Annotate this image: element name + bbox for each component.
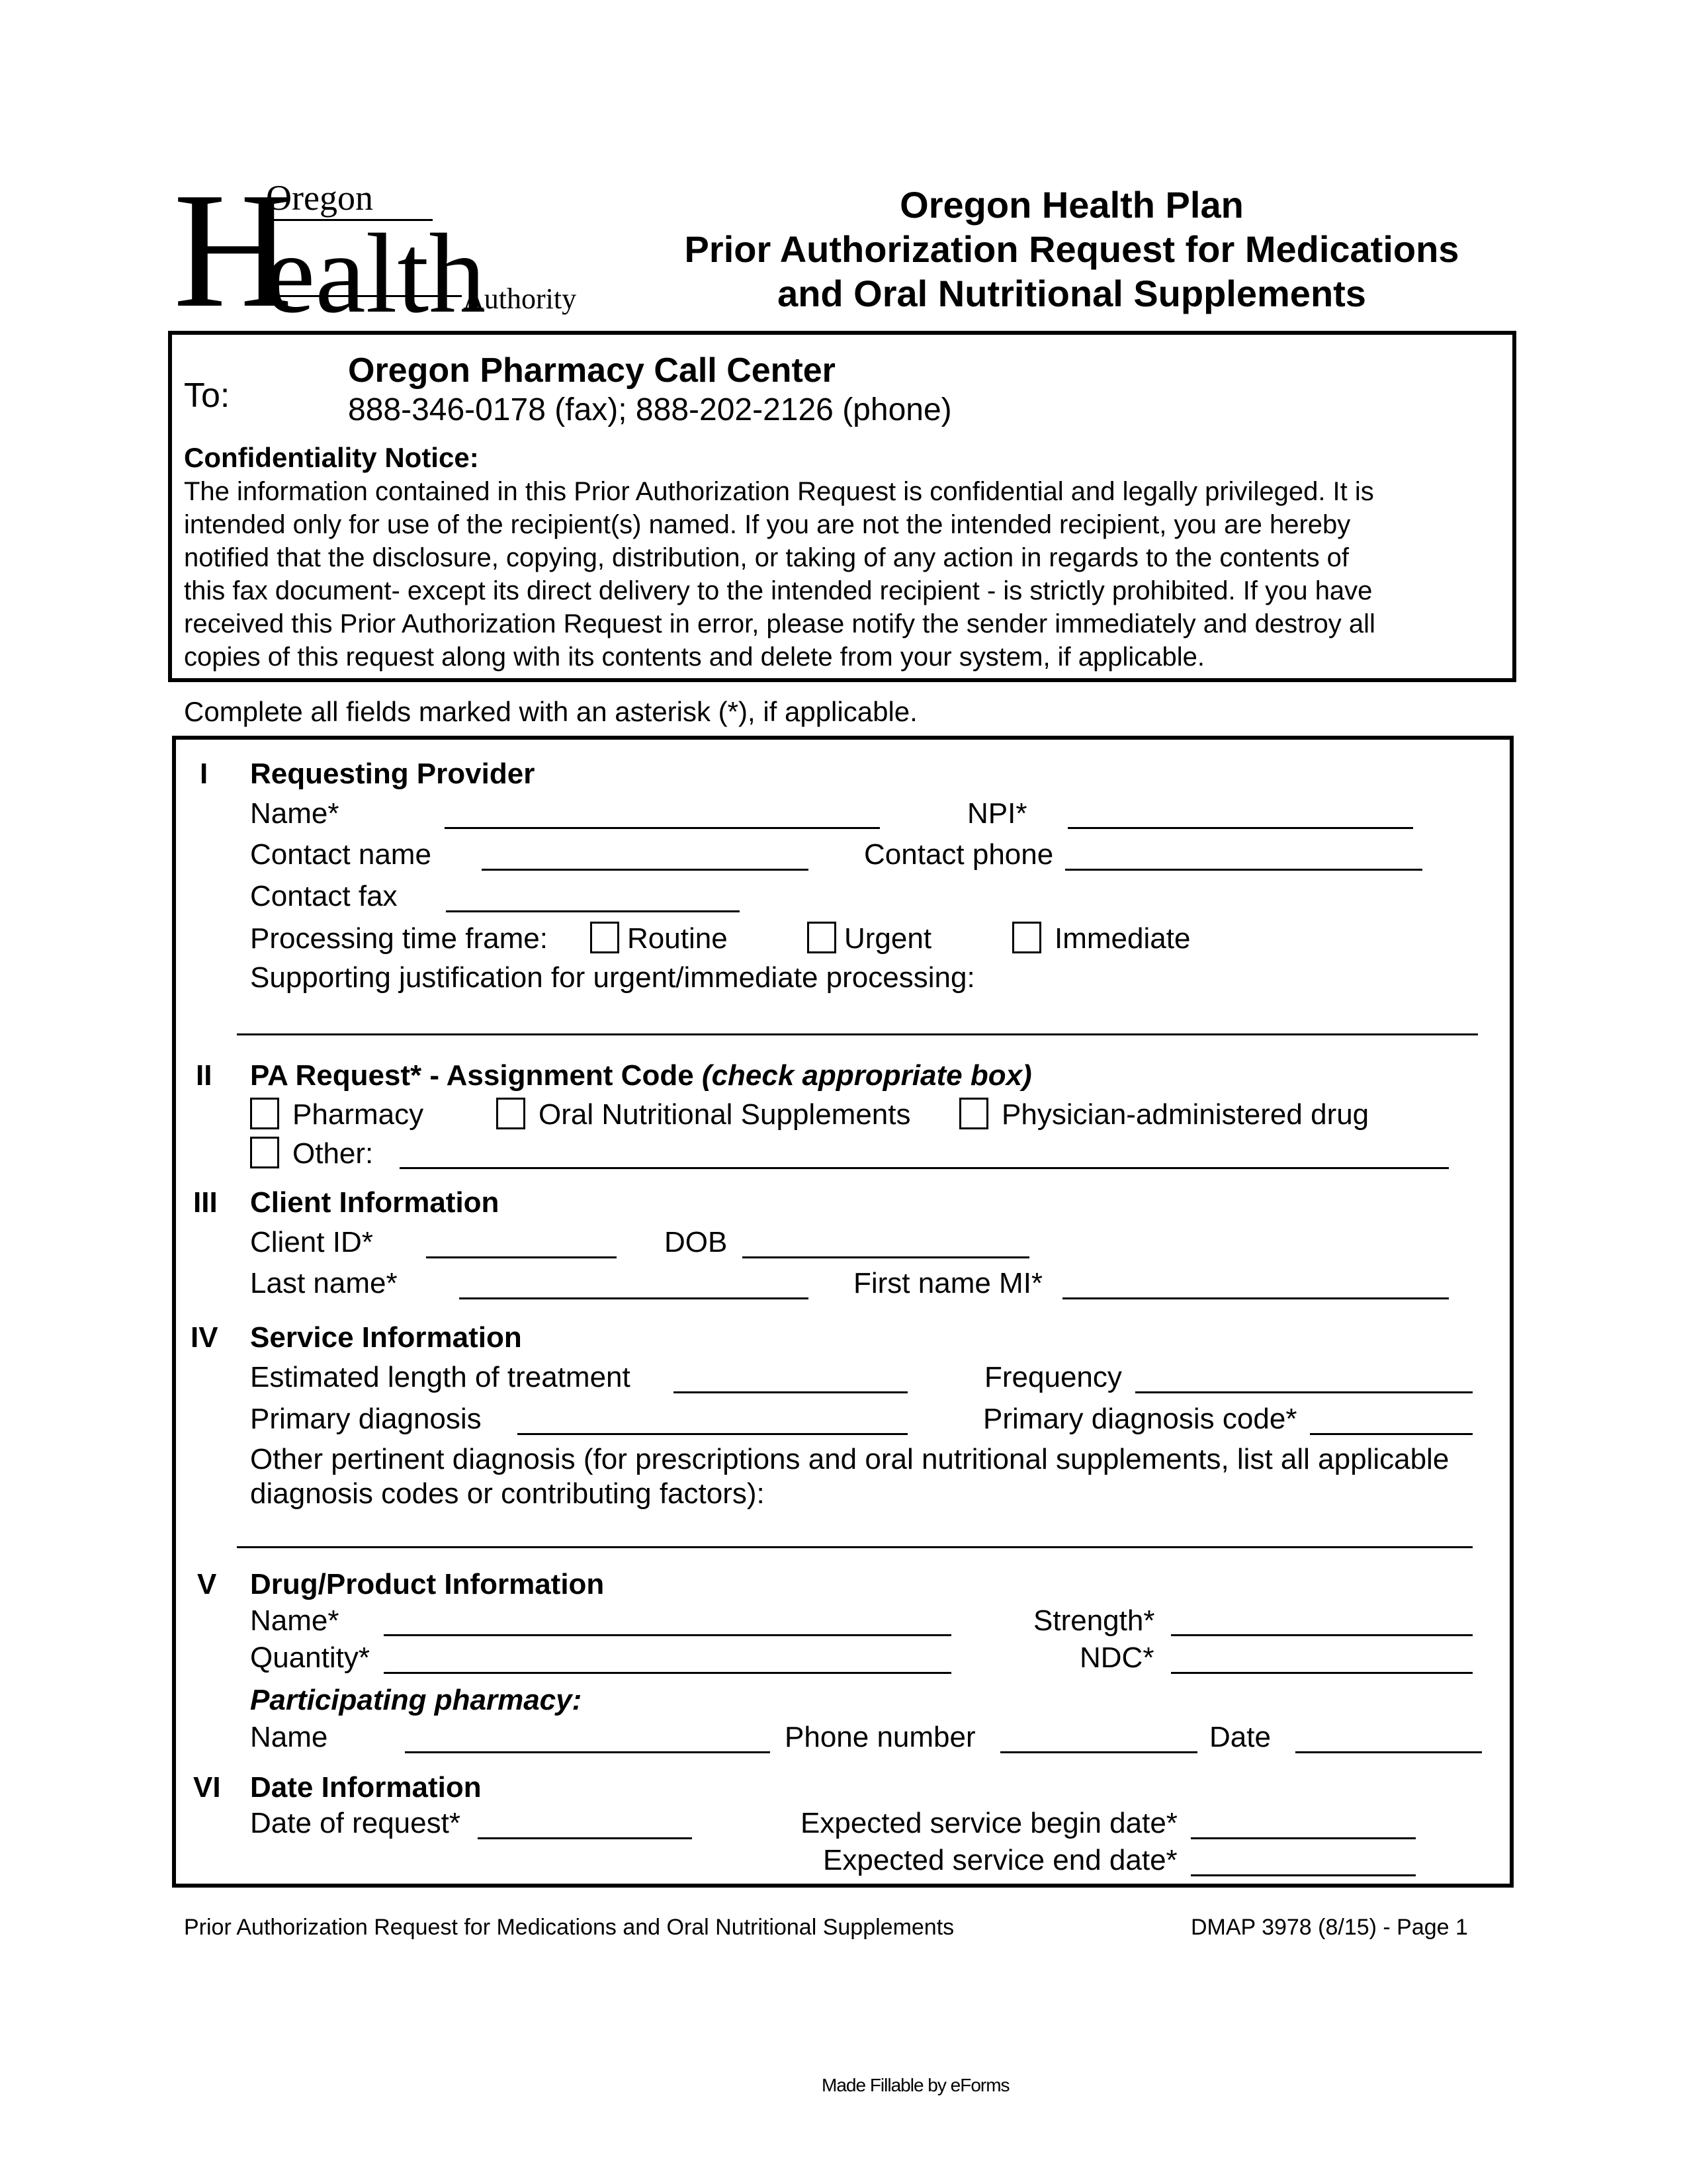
strength-field[interactable] bbox=[1171, 1634, 1473, 1636]
client-id-field[interactable] bbox=[426, 1256, 617, 1258]
frequency-field[interactable] bbox=[1135, 1391, 1473, 1393]
other-field[interactable] bbox=[400, 1167, 1449, 1169]
notice-line: notified that the disclosure, copying, distribution, or taking of any action in regards to the contents of bbox=[184, 543, 1350, 572]
contact-name-label: Contact name bbox=[250, 838, 431, 871]
logo-rule-bottom bbox=[266, 295, 462, 297]
section-number: II bbox=[196, 1059, 212, 1092]
immediate-label: Immediate bbox=[1055, 922, 1191, 955]
request-date-label: Date of request* bbox=[250, 1807, 460, 1839]
dob-label: DOB bbox=[664, 1226, 728, 1258]
quantity-field[interactable] bbox=[384, 1672, 951, 1674]
instructions-text: Complete all fields marked with an asterisk (*), if applicable. bbox=[184, 696, 918, 727]
provider-name-field[interactable] bbox=[445, 827, 880, 829]
treatment-length-label: Estimated length of treatment bbox=[250, 1361, 630, 1393]
drug-name-label: Name* bbox=[250, 1604, 339, 1637]
section-number: IV bbox=[191, 1321, 218, 1354]
pharmacy-phone-label: Phone number bbox=[785, 1721, 976, 1753]
pharmacy-date-label: Date bbox=[1209, 1721, 1271, 1753]
routine-label: Routine bbox=[627, 922, 728, 955]
other-diagnosis-label-1: Other pertinent diagnosis (for prescriptions and oral nutritional supplements, list all applicable bbox=[250, 1443, 1449, 1475]
primary-diagnosis-field[interactable] bbox=[517, 1433, 908, 1435]
pharmacy-name-label: Name bbox=[250, 1721, 328, 1753]
last-name-field[interactable] bbox=[459, 1297, 808, 1299]
contact-fax-field[interactable] bbox=[446, 910, 740, 912]
contact-phone-label: Contact phone bbox=[864, 838, 1054, 871]
pad-checkbox[interactable] bbox=[959, 1098, 988, 1129]
drug-name-field[interactable] bbox=[384, 1634, 951, 1636]
pharmacy-name-field[interactable] bbox=[405, 1751, 770, 1753]
contact-phone-field[interactable] bbox=[1065, 869, 1422, 871]
section-heading-service: Service Information bbox=[250, 1321, 522, 1354]
logo-rule-top bbox=[266, 219, 433, 221]
immediate-checkbox[interactable] bbox=[1012, 922, 1041, 953]
notice-line: copies of this request along with its contents and delete from your system, if applicable. bbox=[184, 642, 1205, 672]
begin-date-label: Expected service begin date* bbox=[800, 1807, 1178, 1839]
other-checkbox[interactable] bbox=[250, 1137, 279, 1168]
section-number: III bbox=[193, 1186, 218, 1219]
urgent-label: Urgent bbox=[844, 922, 932, 955]
pa-request-heading-text: PA Request* - Assignment Code bbox=[250, 1059, 694, 1092]
notice-line: received this Prior Authorization Request in error, please notify the sender immediately and destroy all bbox=[184, 609, 1375, 638]
primary-diagnosis-label: Primary diagnosis bbox=[250, 1403, 482, 1435]
notice-line: intended only for use of the recipient(s) named. If you are not the intended recipient, you are hereby bbox=[184, 510, 1351, 539]
routine-checkbox[interactable] bbox=[590, 922, 619, 953]
other-diagnosis-label-2: diagnosis codes or contributing factors): bbox=[250, 1477, 765, 1510]
urgent-checkbox[interactable] bbox=[807, 922, 836, 953]
section-heading-provider: Requesting Provider bbox=[250, 758, 535, 790]
first-name-field[interactable] bbox=[1062, 1297, 1449, 1299]
quantity-label: Quantity* bbox=[250, 1641, 370, 1674]
dob-field[interactable] bbox=[742, 1256, 1029, 1258]
logo-letter-h: H bbox=[173, 159, 293, 342]
timeframe-label: Processing time frame: bbox=[250, 922, 548, 955]
notice-line: The information contained in this Prior Authorization Request is confidential and legally privileged. It is bbox=[184, 477, 1374, 506]
participating-pharmacy-heading: Participating pharmacy: bbox=[250, 1684, 582, 1716]
ons-label: Oral Nutritional Supplements bbox=[539, 1098, 911, 1131]
to-label: To: bbox=[184, 376, 230, 415]
first-name-label: First name MI* bbox=[853, 1267, 1043, 1299]
logo-oregon-text: Oregon bbox=[266, 178, 373, 218]
section-number: VI bbox=[193, 1771, 221, 1804]
footer-form-id: DMAP 3978 (8/15) - Page 1 bbox=[1191, 1915, 1468, 1940]
form-title-line1: Oregon Health Plan bbox=[900, 184, 1244, 226]
section-heading-client: Client Information bbox=[250, 1186, 499, 1219]
justification-field[interactable] bbox=[237, 1033, 1478, 1035]
provider-name-label: Name* bbox=[250, 797, 339, 830]
logo-authority-text: Authority bbox=[463, 283, 577, 315]
pharmacy-date-field[interactable] bbox=[1295, 1751, 1482, 1753]
section-heading-pa-request bbox=[250, 1061, 1032, 1090]
form-title-line2: Prior Authorization Request for Medications bbox=[684, 228, 1459, 270]
contact-fax-label: Contact fax bbox=[250, 880, 398, 912]
client-id-label: Client ID* bbox=[250, 1226, 373, 1258]
call-center-contact: 888-346-0178 (fax); 888-202-2126 (phone) bbox=[348, 392, 952, 427]
begin-date-field[interactable] bbox=[1191, 1837, 1416, 1839]
ons-checkbox[interactable] bbox=[496, 1098, 525, 1129]
ndc-field[interactable] bbox=[1171, 1672, 1473, 1674]
pad-label: Physician-administered drug bbox=[1002, 1098, 1369, 1131]
section-heading-dates: Date Information bbox=[250, 1771, 482, 1804]
form-title-line3: and Oral Nutritional Supplements bbox=[777, 273, 1366, 314]
primary-diagnosis-code-field[interactable] bbox=[1310, 1433, 1473, 1435]
pharmacy-checkbox[interactable] bbox=[250, 1098, 279, 1129]
pharmacy-label: Pharmacy bbox=[292, 1098, 424, 1131]
request-date-field[interactable] bbox=[478, 1837, 692, 1839]
frequency-label: Frequency bbox=[984, 1361, 1122, 1393]
strength-label: Strength* bbox=[1033, 1604, 1155, 1637]
npi-field[interactable] bbox=[1068, 827, 1413, 829]
other-diagnosis-field[interactable] bbox=[237, 1546, 1473, 1548]
pharmacy-phone-field[interactable] bbox=[1000, 1751, 1197, 1753]
footer-form-name: Prior Authorization Request for Medications and Oral Nutritional Supplements bbox=[184, 1915, 955, 1940]
call-center-name: Oregon Pharmacy Call Center bbox=[348, 351, 836, 390]
primary-diagnosis-code-label: Primary diagnosis code* bbox=[983, 1403, 1297, 1435]
contact-name-field[interactable] bbox=[482, 869, 808, 871]
pa-request-heading-note: (check appropriate box) bbox=[701, 1059, 1032, 1092]
eforms-credit: Made Fillable by eForms bbox=[822, 2075, 1010, 2095]
confidentiality-text bbox=[184, 475, 1507, 674]
section-number: V bbox=[197, 1568, 217, 1600]
end-date-field[interactable] bbox=[1191, 1874, 1416, 1876]
end-date-label: Expected service end date* bbox=[823, 1844, 1178, 1876]
other-label: Other: bbox=[292, 1137, 374, 1170]
notice-line: this fax document- except its direct delivery to the intended recipient - is strictly prohibited. If you have bbox=[184, 576, 1373, 605]
npi-label: NPI* bbox=[967, 797, 1027, 830]
justification-label: Supporting justification for urgent/immediate processing: bbox=[250, 961, 975, 994]
ndc-label: NDC* bbox=[1080, 1641, 1154, 1674]
confidentiality-heading: Confidentiality Notice: bbox=[184, 442, 479, 473]
treatment-length-field[interactable] bbox=[673, 1391, 908, 1393]
last-name-label: Last name* bbox=[250, 1267, 398, 1299]
section-heading-drug: Drug/Product Information bbox=[250, 1568, 605, 1600]
logo-letters-ealth: ealth bbox=[265, 211, 486, 337]
section-number: I bbox=[200, 758, 208, 790]
